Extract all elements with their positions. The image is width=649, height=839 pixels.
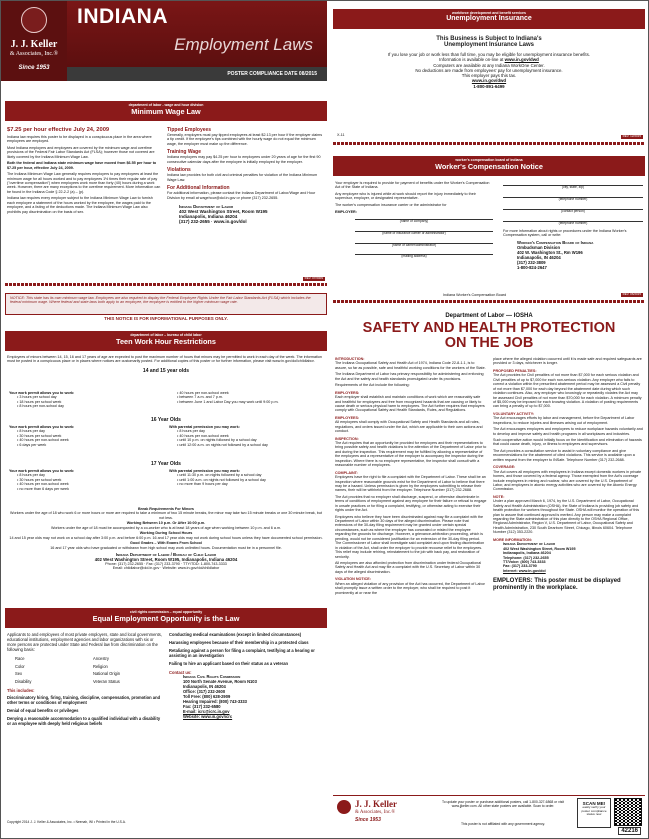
minwage-p2: Most Indiana employers and employees are covered by the minimum wage and overtime provisions of the Federal Fair Labor Standards Act (FLSA); however those not covered are likely covered by the Indiana Minimum Wage Law. — [7, 145, 155, 159]
workcomp-left-column — [335, 181, 493, 259]
address-caption: (mailing address) — [401, 254, 427, 259]
logo-assoc: & Associates, Inc.® — [9, 51, 59, 57]
teen-title: Teen Work Hour Restrictions — [116, 337, 216, 346]
workcomp-rev: REV. 06/2015 — [622, 292, 641, 296]
osha-right: place where the alleged violation occurred until it is made safe and required safeguards are provided or 3 days, whichever is longer. PROPOSED PENALTIES: The Act provides for Civil penalties of not more than $7,000 for each serious violation and Civil penalties of up to $7,000 for each non-serious violation. Any employer who fails to correct a violation within the prescribed abatement period may be assessed a Civil penalty of not more than $7,000 for each day beyond the abatement date during which such violation continues. Also, any employer who knowingly or repeatedly violates the Act may be assessed Civil penalties of not more than $70,000 for each violation. A minimum penalty of $5,000 may be imposed for each knowing violation. A violation of posting requirements can bring a penalty of up to $7,000. VOLUNTARY ACTIVITY: The Act encourages efforts by labor and management, before the Department of Labor inspections, to reduce injuries and illnesses arising out of employment. The Act encourages employers and employees to reduce workplace hazards voluntarily and to develop and improve safety and health programs in all workplaces and industries. Such cooperative action would initially focus on the identification and elimination of hazards that could cause death, injury, or illness to employees and supervisors. The Act provides a consultation service to assist in voluntary compliance and give recommendations for the abatement of cited violations. This service is available upon a written request from the employer to INSafe. Telephone Number (317) 232-2688. COVERAGE: The Act covers all employers with employees in Indiana except domestic workers in private homes, and those covered by a federal agency. Those exempted from the Act's coverage include employees in mining and nuclear, who are covered by the U.S. Department of Labor, and employees in atomic energy activities who are covered by the Atomic Energy Commission. NOTE: Under a plan approved March 6, 1974, by the U.S. Department of Labor, Occupational Safety and Health Administration (OSHA), the State of Indiana is providing job safety and health protection for workers throughout the State. OSHA will monitor the operation of this plan to assure that continued approval is merited. Any person may make a complaint regarding the State administration of this plan directly to the OSHA Regional Office, Regional Administrator, Region V, U.S. Department of Labor, Occupational Safety and Health Administration, 230 South Dearborn Street, Chicago, Illinois 60604. Telephone Number (312) 353-2220. MORE INFORMATION: Indiana Department of Labor 402 West Washington Street, Room W195 Indianapolis, Indiana 46204 Telephone: (317) 232-2655 TT/Voice: (800) 743-3333 Fax: (317) 233-3790 Internet: www.in.gov/dol EMPLOYERS: This poster must be displayed prominently in the workplace. — [493, 357, 643, 592]
teen-1415-allowed: Your work permit allows you to work: — [9, 391, 75, 395]
scan-caption: easily verify your poster compliance status now — [581, 805, 607, 817]
teen-1415-left: Your work permit allows you to work: • 3 hours per school day • 18 hours per school week • 8 hours per non-school day — [9, 391, 159, 409]
qr-code-icon[interactable] — [614, 798, 642, 826]
seal-icon — [21, 7, 47, 33]
minwage-agency: department of labor - wage and hour division — [128, 103, 204, 107]
teen-agency: department of labor – bureau of child labor — [130, 333, 202, 337]
workcomp-intro: Your employer is required to provide for payment of benefits under the Worker's Compensation Act of the State of Indiana. — [335, 181, 490, 190]
administrator-caption: (name of carrier/administrator) — [391, 242, 437, 247]
unemployment-rev: REV. 12/2015 — [622, 134, 641, 138]
notice-section — [5, 293, 327, 325]
poster-subtitle: Employment Laws — [174, 35, 313, 54]
carrier-caption: (name of insurance carrier or administrator) — [382, 230, 446, 235]
dol-website-link[interactable]: Internet: www.in.gov/dol — [503, 568, 546, 573]
training-text: Indiana employers may pay $4.25 per hour to employees under 20 years of age for the first 90 consecutive calendar days after the employee is initially employed by the employer. — [167, 155, 321, 164]
notice-text: NOTICE: This state has its own minimum wage law. Employees are also required to display the Federal Employee Rights Under the Fair Labor Standards Act (FLSA) which includes the federal minimum wage. Where federal and state laws both apply to an employee, the employee is entitled to the higher minimum wage rate. — [10, 296, 311, 305]
teen-17-right: With parental permission you may work: • until 11:30 p.m. on nights followed by a school day • until 1:00 a.m. on nights not followed by a school day • no more than 9 hours per day — [169, 469, 266, 487]
workcomp-title: Worker's Compensation Notice — [435, 162, 543, 171]
phone-caption: (telephone number) — [558, 196, 588, 201]
unemployment-line1: If you lose your job or work less than full time, you may be eligible for unemployment insurance benefits. — [387, 52, 591, 57]
minwage-title: Minimum Wage Law — [131, 107, 201, 116]
minwage-rev: REV. 07/2009 — [304, 276, 323, 280]
contact-phone-caption: (telephone number) — [558, 220, 588, 225]
title-box — [67, 1, 327, 67]
unemployment-title: Unemployment Insurance — [446, 15, 532, 22]
osha-title-2: ON THE JOB — [444, 335, 534, 352]
eeo-left: Applicants to and employees of most private employers, state and local governments, educational institutions, employment agencies and labor organizations with six or more persons are protected under State and Federal law from discrimination on the following basis: Race Color Sex Disability Ancestry Religion National Origin Veteran Status This includes: Discriminatory hiring, firing, training, discipline, compensation, promotion and other terms or conditions of employment Denial of equal benefits or privileges Denying a reasonable accommodation to a qualified individual with a disability or an employee with deeply held religious beliefs — [7, 632, 162, 726]
part-number: 42216 — [618, 827, 641, 835]
wcb-address-4: Indianapolis, IN 46204 — [517, 254, 561, 260]
minwage-banner — [5, 101, 327, 121]
info-text: For additional information, please contact the Indiana Department of Labor/Wage and Hour Division by email at wagehour@dol.in.gov or phone (317) 232-2655. — [167, 191, 316, 200]
city-caption: (city, state, zip) — [562, 185, 584, 189]
dwd-link-2[interactable]: www.in.gov/dwd — [471, 78, 507, 84]
workcomp-rule — [333, 300, 645, 303]
workcomp-footer: Indiana Worker's Compensation Board — [443, 293, 507, 297]
minwage-p3: Both the federal and Indiana state minimum wage have moved from $6.55 per hour to $7.25 per hour, effective July 24, 2009. — [7, 161, 157, 170]
workcomp-right-column — [503, 181, 643, 270]
wcb-address-1: Worker's Compensation Board of Indiana — [517, 239, 594, 245]
footer-logo-since: Since 1953 — [355, 817, 381, 823]
minwage-rule — [5, 283, 327, 286]
wcb-address-3: 402 W. Washington St., Rm W196 — [517, 249, 583, 255]
employer-label: EMPLOYER: — [335, 210, 357, 215]
footer-update-text: To update your poster or purchase additional posters, call 1-800-327-6868 or visit www.jjkeller.com. All other state posters are available. Scan to order. — [442, 800, 564, 809]
teen-16-heading: 16 Year Olds — [151, 417, 181, 423]
unemployment-line3: Computers are available at any Indiana WorkOne Center. — [433, 62, 545, 68]
footer-seal-icon — [337, 800, 351, 814]
logo-name: J. J. Keller — [10, 39, 58, 50]
minwage-headline: $7.25 per hour effective July 24, 2009 — [7, 127, 110, 133]
scan-box[interactable] — [577, 798, 611, 828]
info-heading: For Additional Information — [167, 185, 230, 192]
footer-logo-name: J. J. Keller — [355, 799, 397, 809]
workcomp-p3: The worker's compensation insurance carrier or the administrator for — [335, 202, 447, 207]
eeo-title: Equal Employment Opportunity is the Law — [92, 614, 240, 623]
minwage-left-column — [7, 127, 161, 214]
minwage-p1: Indiana law requires this poster to be displayed in a conspicuous place in the area where employees are employed. — [7, 135, 152, 144]
teen-1415-heading: 14 and 15 year olds — [142, 367, 190, 374]
teen-16-right: With parental permission you may work: • 8 hours per day • 40 hours per non-school week • until 10 p.m. on nights followed by a school day • until 12:00 a.m. on nights not followed by a school day — [169, 425, 268, 447]
workcomp-section — [333, 156, 645, 306]
teen-banner — [5, 331, 327, 351]
state-title: INDIANA — [77, 5, 168, 28]
footer-disclaimer: This poster is not affiliated with any government agency. — [460, 822, 546, 826]
notice-footer: THIS NOTICE IS FOR INFORMATIONAL PURPOSES ONLY. — [104, 316, 228, 321]
copyright: Copyright 2014 J. J. Keller & Associates, Inc. • Neenah, WI • Printed in the U.S.A. — [7, 820, 126, 824]
unemployment-section — [333, 9, 645, 147]
teen-1415-right: • 40 hours per non-school week • between 7 a.m. and 7 p.m. • between June 1 and Labor Day you may work until 9:00 p.m. — [177, 391, 279, 404]
osha-title-1: SAFETY AND HEALTH PROTECTION — [362, 320, 616, 336]
eeo-section — [5, 608, 327, 830]
eeo-includes-heading: This includes: — [7, 688, 35, 694]
footer — [333, 795, 645, 837]
workcomp-agency: worker's compensation board of indiana — [455, 158, 523, 162]
dol-address-2: 402 West Washington Street, Room W195 — [179, 208, 268, 214]
workcomp-banner — [333, 156, 645, 176]
tipped-heading: Tipped Employees — [167, 127, 212, 133]
unemployment-line5: This employer pays this tax. — [461, 73, 517, 79]
violations-heading: Violations — [167, 167, 191, 174]
footer-logo-assoc: & Associates, Inc.® — [355, 810, 396, 815]
icrc-email-link[interactable]: E-mail: icrc@icrc.in.gov — [183, 708, 230, 714]
workcomp-p2: Any employee who is injured while at work should report the injury immediately to their supervisor, employer, or designated representative. — [335, 191, 476, 201]
teen-16-left: Your work permit allows you to work: • 8 hours per day • 30 hours per school week • 40 hours per non-school week • 6 days per week — [9, 425, 75, 447]
logo-since: Since 1953 — [18, 65, 50, 71]
minwage-section — [5, 101, 327, 291]
training-heading: Training Wage — [167, 149, 201, 156]
teen-intro: Employees of minors between 14, 15, 16 and 17 years of age are expected to post the maximum number of hours that minors may be permitted to work in each day of the week. The information must be posted in a conspicuous place or in places where notices are customarily posted. For additional copies of this poster or for further information, please visit www.in.gov/dol/childlabor. — [7, 355, 322, 364]
dol-address-1: Indiana Department of Labor — [179, 203, 234, 209]
wcb-address-6: 1-800-824-2647 — [517, 264, 547, 270]
dwd-phone: 1-800-891-6499 — [473, 83, 505, 89]
eeo-agency: civil rights commission – equal opportunity — [129, 610, 203, 614]
eeo-right: Conducting medical examinations (except in limited circumstances) Harassing employees because of their membership in a protected class Retaliating against a person for filing a complaint, testifying at a hearing or assisting in an investigation Failing to hire an applicant based on their status as a veteran Contact us: Indiana Civil Rights Commission 100 North Senate Avenue, Room N103 Indianapolis, IN 46204 Office: (317) 232-2600 Toll Free: (800) 628-2909 Hearing Impaired: (800) 743-3333 Fax: (317) 232-6580 E-mail: icrc@icrc.in.gov Website: www.in.gov/icrc — [169, 633, 325, 720]
wcb-address-2: Ombudsman Division — [517, 244, 561, 250]
dwd-link[interactable]: www.in.gov/dwd — [504, 57, 539, 63]
dol-address-4: (317) 232-2655 · www.in.gov/dol — [179, 218, 247, 224]
company-caption: (name of company) — [399, 218, 429, 223]
header — [1, 1, 327, 81]
unemployment-agency: workforce development and benefit services — [452, 11, 526, 15]
unemployment-heading2: Unemployment Insurance Laws — [443, 42, 535, 48]
unemployment-line2: Information is available on-line at — [439, 57, 504, 63]
osha-employers-note: EMPLOYERS: This poster must be displayed prominently in the workplace. — [493, 578, 621, 592]
dol-address-3: Indianapolis, Indiana 46204 — [179, 213, 238, 219]
minwage-p4: The Indiana Minimum Wage Law generally requires employers to pay employees at least the minimum wage for all hours worked and to pay employees 1½ times their regular rate of pay ("overtime compensation") when employees work more than forty (40) hours during a work week. However, there are many exceptions to the overtime requirement. More information can be found in the Indiana Code § 22-2-2 (a) – (p). — [7, 172, 161, 194]
unemployment-rule — [333, 142, 645, 145]
teen-17-heading: 17 Year Olds — [151, 461, 181, 467]
teen-rules: Break Requirements For Minors Workers under the age of 18 who work 6 or more hours or more are required to take a minimum of two 15 minute breaks, the minor may take two 15 minute breaks or one 30 minute break, but not less. Working Between 10 p.m. Or After 10:00 p.m. Workers under the age of 18 must be accompanied by a co-worker who is at least 18 years of age when working between 10 p.m. and 6 a.m. Working During School Hours 14 and 15 year olds may not work on a school day after 3:00 p.m. and before 6:00 p.m. 16 and 17 year olds may not work during school hours unless they have documented school permission. Good Grades – With Exams From School 16 and 17 year olds who have graduated or withdrawn from high school may work unlimited hours. Documentation must be in a personnel file. Indiana Department of Labor / Bureau of Child Labor 402 West Washington Street, Room W195, Indianapolis, Indiana 46204 Phone: (317) 232-2655 · Fax: (317) 233-3790 · TTY/TDD: 1-800-743-3333 Email: childlabor@dol.in.gov · Website: www.in.gov/dol/childlabor — [9, 507, 323, 571]
minwage-right-column — [167, 127, 325, 224]
wcb-address-5: (317) 232-3809 — [517, 259, 546, 265]
icrc-website-link[interactable]: Website: www.in.gov/icrc — [183, 713, 233, 719]
teen-section — [5, 331, 327, 603]
violations-text: Indiana law provides for both civil and criminal penalties for violation of the Indiana Minimum Wage Law. — [167, 173, 318, 182]
unemployment-line4: No deductions are made from employees' pay for unemployment insurance. — [415, 67, 563, 73]
scan-me-label: SCAN ME! — [582, 801, 606, 806]
eeo-banner — [5, 608, 327, 628]
form-number: X-11 — [337, 133, 345, 137]
contact-caption: (contact person) — [561, 208, 585, 213]
minwage-p5: Indiana law requires every employer subject to the Indiana Minimum Wage Law to furnish each employee a statement of the hours worked by the employee, the wages paid to the employee, and a listing of the deductions made. The Indiana Minimum Wage Law also prohibits pay discrimination on the basis of sex. — [7, 196, 153, 214]
osha-agency: Department of Labor — IOSHA — [445, 313, 533, 319]
unemployment-heading1: This Business is Subject to Indiana's — [436, 36, 542, 42]
eeo-intro: Applicants to and employees of most private employers, state and local governments, educational institutions, employment agencies and labor organizations with six or more persons are protected under State and Federal law from discrimination on the following basis: — [7, 632, 162, 652]
unemployment-banner — [333, 9, 645, 29]
compliance-date: POSTER COMPLIANCE DATE 08/2015 — [67, 67, 327, 81]
workcomp-more: For more information about rights or procedures under the Indiana Worker's Compensation system, call or write: — [503, 228, 627, 238]
keller-logo — [1, 1, 67, 81]
tipped-text: Generally, employers must pay tipped employees at least $2.13 per hour if the employer claims a tip credit. If the employee's tips combined with the hourly wage do not equal the minimum wage, the employer must make up the difference. — [167, 133, 323, 146]
osha-section — [333, 311, 645, 791]
teen-17-left: Your work permit allows you to work: • 8 hours per day • 30 hours per school week • 40 hours per non-school week • no more than 6 days per week — [9, 469, 75, 491]
osha-left: INTRODUCTION: The Indiana Occupational Safety and Health Act of 1974, Indiana Code 22-8-1.1, is to assure, so far as possible, safe and healthful working conditions for the workers of the State. The Indiana Department of Labor has primary responsibility for administering and enforcing the Act and the safety and health standards promulgated under its provisions. Requirements of the Act include the following: EMPLOYERS: Each employer shall establish and maintain conditions of work which are reasonably safe and healthful for employees and free from recognized hazards that are causing or likely to cause death or serious physical harm to employees. The Act further requires that employers comply with Occupational Safety and Health Standards, Rules, and Regulations. EMPLOYEES: All employees shall comply with Occupational Safety and Health Standards and all rules, regulations, and orders issued under the Act, which are applicable to their own actions and conduct. INSPECTION: The Act requires that an opportunity be provided for employers and their representatives to bring possible safety and health violations to the attention of the Department of Labor prior to and during the inspection. This requirement may be fulfilled by allowing a representative of the employees and a representative of the employer to accompany the inspector during the inspection. Where there is no employee representative, the inspector shall consult with a reasonable number of employees. COMPLAINT: Employees have the right to file a complaint with the Department of Labor. These shall be an inspection where reasonable grounds exist for the Department of Labor to believe that there may be a hazard. Unless permission is given by the employees submitting to release their names, their will be withheld from the employer. Telephone Number (317) 232-2688. The Act provides that no employer shall discharge, suspend, or otherwise discriminate in terms of conditions of employment against any employee for their failure or refusal to engage in unsafe practices or for filing a complaint, testifying, or otherwise acting to exercise their rights under the Act. Employees who believe they have been discriminated against may file a complaint with the Department of Labor within 30 days of the alleged discrimination. Please note that extensions of the 30-day filing requirement may be granted under certain special circumstances, such as where the employer has concealed or misled the employee regarding the grounds for discharge. However, a grievance-arbitration proceeding, which is pending, would not be considered justification for an extension of the 30-day filing period. The Commissioner of Labor shall investigate said complaint and upon finding discrimination in violation of the Act, shall order the employer to provide recourse relief to the employees. This relief may include rehiring, reinstatement to the job with back pay, and restoration of seniority. All employees are also afforded protection from discrimination under federal Occupational Safety and Health Act and may file a complaint with the U.S. Secretary of Labor within 30 days of the alleged discrimination. VIOLATION NOTICE: When an alleged violation of any provision of the Act has occurred, the Department of Labor shall promptly issue a written order to the employer, who shall be required to post it prominently at or near the — [335, 357, 487, 595]
